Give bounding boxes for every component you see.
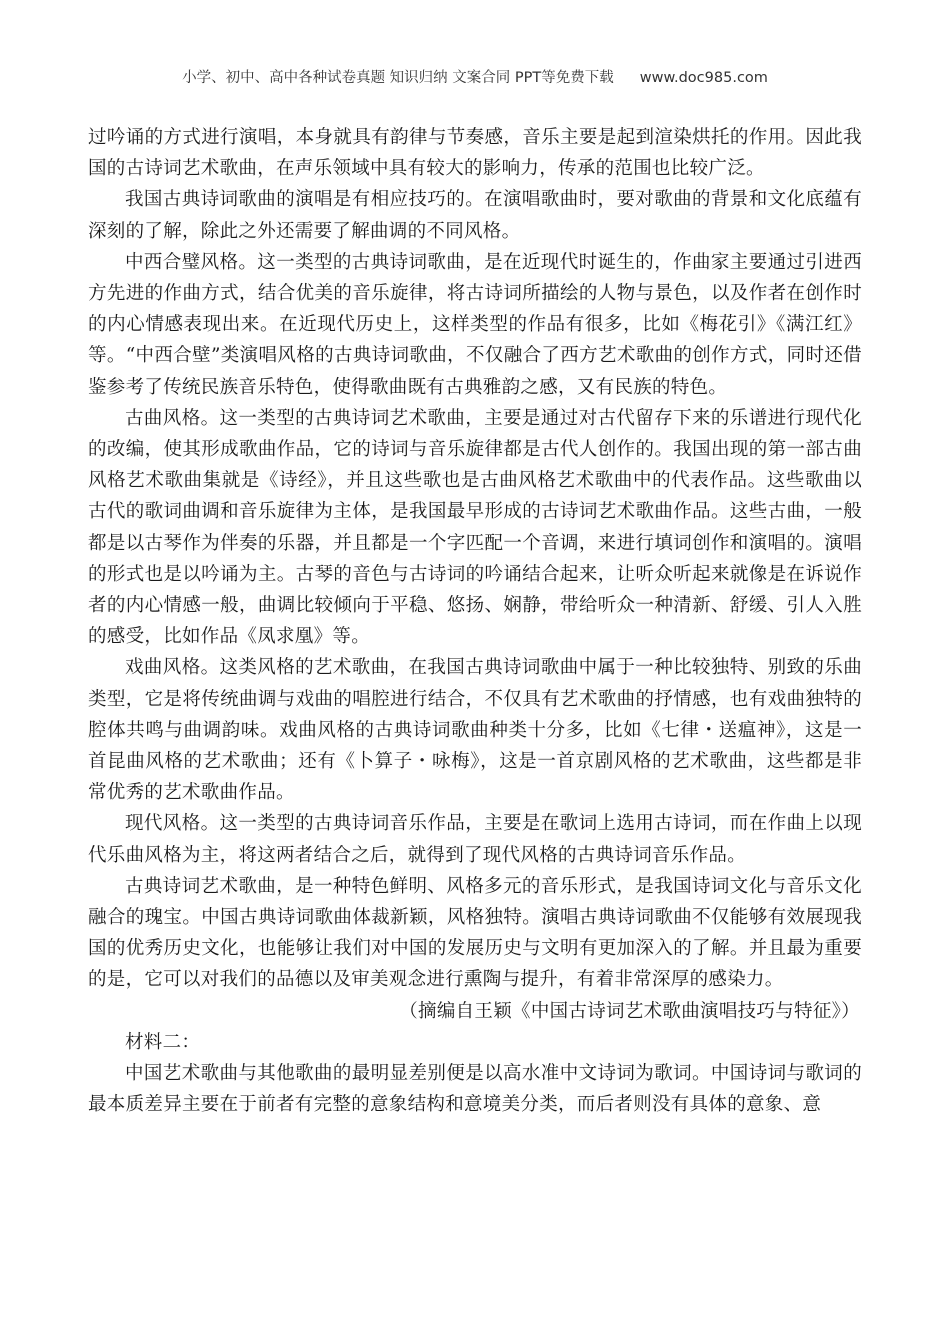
paragraph: 我国古典诗词歌曲的演唱是有相应技巧的。在演唱歌曲时，要对歌曲的背景和文化底蕴有深刻的了解，除此之外还需要了解曲调的不同风格。 — [88, 189, 862, 242]
material-two-title: 材料二： — [125, 1031, 201, 1053]
paragraph: 古曲风格。这一类型的古典诗词艺术歌曲，主要是通过对古代留存下来的乐谱进行现代化的改编，使其形成歌曲作品，它的诗词与音乐旋律都是古代人创作的。我国出现的第一部古曲风格艺术歌曲集就是《诗经》，并且这些歌也是古曲风格艺术歌曲中的代表作品。这些歌曲以古代的歌词曲调和音乐旋律为主体，是我国最早形成的古诗词艺术歌曲作品。这些古曲，一般都是以古琴作为伴奏的乐器，并且都是一个字匹配一个音调，来进行填词创作和演唱的。演唱的形式也是以吟诵为主。古琴的音色与古诗词的吟诵结合起来，让听众听起来就像是在诉说作者的内心情感一般，曲调比较倾向于平稳、悠扬、娴静，带给听众一种清新、舒缓、引人入胜的感受，比如作品《凤求凰》等。 — [88, 407, 862, 648]
paragraph: 戏曲风格。这类风格的艺术歌曲，在我国古典诗词歌曲中属于一种比较独特、别致的乐曲类型，它是将传统曲调与戏曲的唱腔进行结合，不仅具有艺术歌曲的抒情感，也有戏曲独特的腔体共鸣与曲调韵味。戏曲风格的古典诗词歌曲种类十分多，比如《七律・送瘟神》，这是一首昆曲风格的艺术歌曲；还有《卜算子・咏梅》，这是一首京剧风格的艺术歌曲，这些都是非常优秀的艺术歌曲作品。 — [88, 657, 862, 804]
page-header — [0, 66, 950, 87]
document-body — [88, 122, 862, 1121]
header-site-link[interactable]: www.doc985.com — [639, 70, 768, 86]
paragraph: 古典诗词艺术歌曲，是一种特色鲜明、风格多元的音乐形式，是我国诗词文化与音乐文化融合的瑰宝。中国古典诗词歌曲体裁新颖，风格独特。演唱古典诗词歌曲不仅能够有效展现我国的优秀历史文化，也能够让我们对中国的发展历史与文明有更加深入的了解。并且最为重要的是，它可以对我们的品德以及审美观念进行熏陶与提升，有着非常深厚的感染力。 — [88, 875, 862, 991]
citation: （摘编自王颖《中国古诗词艺术歌曲演唱技巧与特征》） — [399, 1000, 860, 1022]
header-text: 小学、初中、高中各种试卷真题 知识归纳 文案合同 PPT等免费下载 — [182, 70, 614, 86]
paragraph: 中西合璧风格。这一类型的古典诗词歌曲，是在近现代时诞生的，作曲家主要通过引进西方先进的作曲方式，结合优美的音乐旋律，将古诗词所描绘的人物与景色，以及作者在创作时的内心情感表现出来。在近现代历史上，这样类型的作品有很多，比如《梅花引》《满江红》等。“中西合壁”类演唱风格的古典诗词歌曲，不仅融合了西方艺术歌曲的创作方式，同时还借鉴参考了传统民族音乐特色，使得歌曲既有古典雅韵之感，又有民族的特色。 — [88, 251, 862, 398]
paragraph: 现代风格。这一类型的古典诗词音乐作品，主要是在歌词上选用古诗词，而在作曲上以现代乐曲风格为主，将这两者结合之后，就得到了现代风格的古典诗词音乐作品。 — [88, 813, 862, 866]
paragraph-continued: 过吟诵的方式进行演唱，本身就具有韵律与节奏感，音乐主要是起到渲染烘托的作用。因此我国的古诗词艺术歌曲，在声乐领域中具有较大的影响力，传承的范围也比较广泛。 — [88, 127, 862, 180]
paragraph: 中国艺术歌曲与其他歌曲的最明显差别便是以高水准中文诗词为歌词。中国诗词与歌词的最本质差异主要在于前者有完整的意象结构和意境美分类，而后者则没有具体的意象、意 — [88, 1063, 862, 1116]
